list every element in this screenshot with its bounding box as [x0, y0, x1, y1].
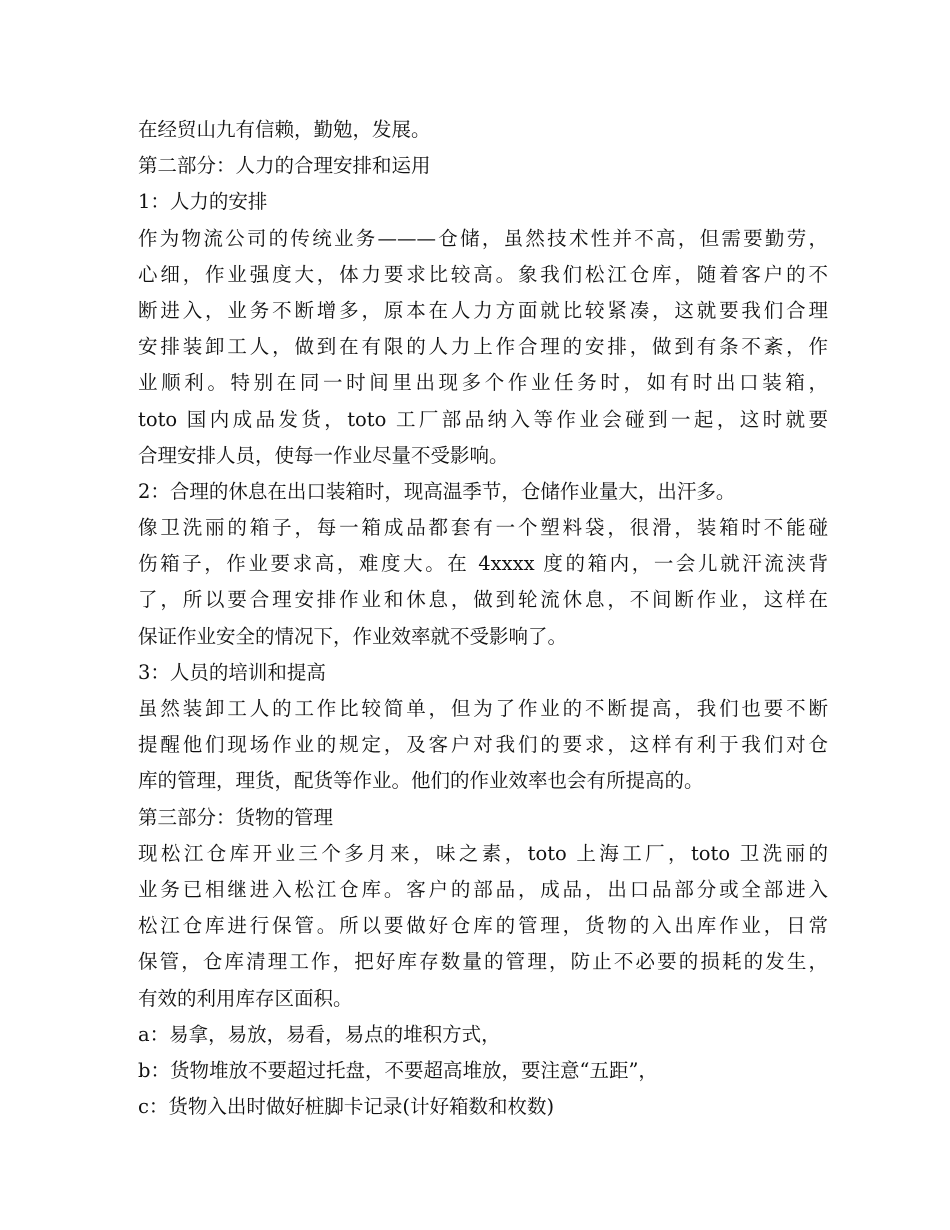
text-line: toto 国内成品发货，toto 工厂部品纳入等作业会碰到一起，这时就要: [138, 407, 828, 431]
text-line: 了，所以要合理安排作业和休息，做到轮流休息，不间断作业，这样在: [138, 588, 828, 612]
text-line: 第三部分：货物的管理: [138, 805, 334, 829]
text-line: 作为物流公司的传统业务———仓储，虽然技术性并不高，但需要勤劳，: [138, 226, 828, 250]
text-line: 库的管理，理货，配货等作业。他们的作业效率也会有所提高的。: [138, 769, 704, 793]
text-line: 安排装卸工人，做到在有限的人力上作合理的安排，做到有条不紊，作: [138, 335, 828, 359]
text-line: 像卫洗丽的箱子，每一箱成品都套有一个塑料袋，很滑，装箱时不能碰: [138, 516, 828, 540]
text-line: 伤箱子，作业要求高，难度大。在 4xxxx 度的箱内，一会儿就汗流浃背: [138, 552, 828, 576]
text-line: 业顺利。特别在同一时间里出现多个作业任务时，如有时出口装箱，: [138, 371, 828, 395]
text-line: 保管，仓库清理工作，把好库存数量的管理，防止不必要的损耗的发生，: [138, 950, 828, 974]
text-line: 有效的利用库存区面积。: [138, 986, 353, 1010]
text-line: 2：合理的休息在出口装箱时，现高温季节，仓储作业量大，出汗多。: [138, 479, 736, 503]
text-line: 第二部分：人力的合理安排和运用: [138, 154, 431, 178]
text-line: 虽然装卸工人的工作比较简单，但为了作业的不断提高，我们也要不断: [138, 697, 828, 720]
text-line: 合理安排人员，使每一作业尽量不受影响。: [138, 443, 509, 467]
document-page: [138, 112, 828, 1125]
text-line: 在经贸山九有信赖，勤勉，发展。: [138, 118, 431, 141]
text-line: 心细，作业强度大，体力要求比较高。象我们松江仓库，随着客户的不: [138, 262, 828, 286]
text-line: b：货物堆放不要超过托盘，不要超高堆放，要注意“五距”，: [138, 1058, 658, 1082]
text-line: 3：人员的培训和提高: [138, 660, 326, 684]
text-line: a：易拿，易放，易看，易点的堆积方式，: [138, 1022, 501, 1046]
text-line: 现松江仓库开业三个多月来，味之素，toto 上海工厂，toto 卫洗丽的: [138, 841, 828, 865]
text-line: 业务已相继进入松江仓库。客户的部品，成品，出口品部分或全部进入: [138, 877, 828, 901]
text-line: c：货物入出时做好桩脚卡记录(计好箱数和枚数): [138, 1095, 555, 1119]
text-line: 松江仓库进行保管。所以要做好仓库的管理，货物的入出库作业，日常: [138, 914, 828, 938]
text-line: 1：人力的安排: [138, 190, 268, 214]
text-line: 保证作业安全的情况下，作业效率就不受影响了。: [138, 624, 568, 648]
text-line: 断进入，业务不断增多，原本在人力方面就比较紧凑，这就要我们合理: [138, 298, 828, 322]
text-line: 提醒他们现场作业的规定，及客户对我们的要求，这样有利于我们对仓: [138, 733, 828, 757]
